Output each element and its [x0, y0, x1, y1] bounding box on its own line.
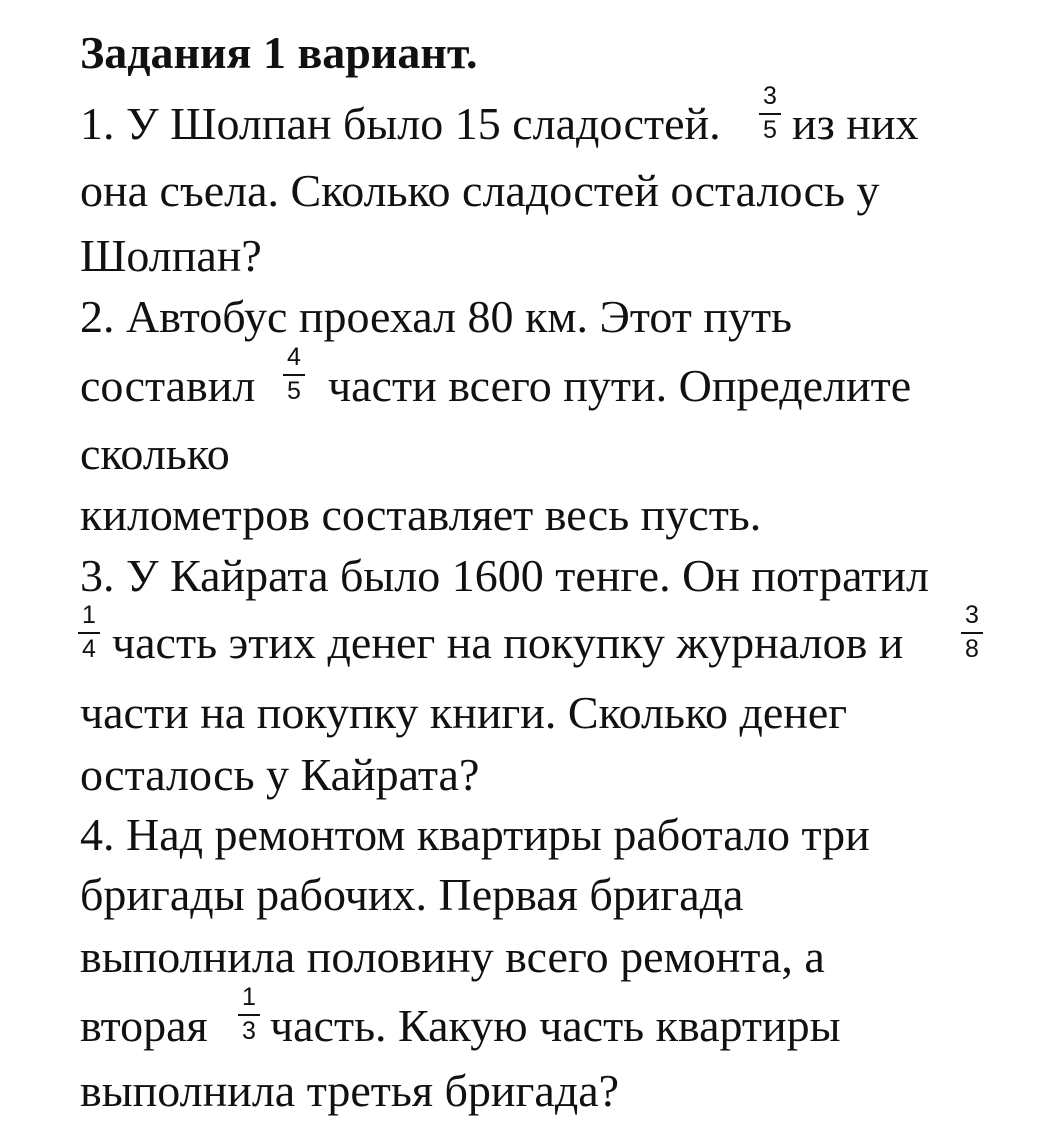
- task-3-line-1: 3. У Кайрата было 1600 тенге. Он потратил: [80, 550, 929, 601]
- task-4-line-4-tail: часть. Какую часть квартиры: [270, 1000, 841, 1051]
- fraction-denominator: 8: [965, 635, 979, 663]
- task-4-line-5: выполнила третья бригада?: [80, 1065, 620, 1116]
- task-3-line-2: часть этих денег на покупку журналов и: [112, 617, 904, 668]
- fraction-numerator: 3: [965, 601, 979, 629]
- task-2-line-2: составил: [80, 360, 256, 411]
- task-4-line-3: выполнила половину всего ремонта, а: [80, 931, 825, 982]
- fraction-4-5: [282, 345, 306, 404]
- fraction-1-4: [77, 603, 101, 662]
- task-3-line-4: осталось у Кайрата?: [80, 749, 480, 800]
- task-4-line-4: вторая: [80, 1000, 208, 1051]
- task-2-line-1: 2. Автобус проехал 80 км. Этот путь: [80, 291, 793, 342]
- task-4-line-2: бригады рабочих. Первая бригада: [80, 869, 744, 920]
- task-2-line-4: километров составляет весь пусть.: [80, 489, 762, 540]
- fraction-numerator: 3: [763, 82, 777, 110]
- fraction-3-8: [960, 603, 984, 662]
- fraction-numerator: 1: [242, 983, 256, 1011]
- fraction-1-3: [237, 985, 261, 1044]
- task-1-line-2: она съела. Сколько сладостей осталось у: [80, 165, 880, 216]
- fraction-numerator: 1: [82, 601, 96, 629]
- task-1-line-3: Шолпан?: [80, 230, 262, 281]
- fraction-3-5: [758, 84, 782, 143]
- task-3-line-3: части на покупку книги. Сколько денег: [80, 687, 848, 738]
- task-4-line-1: 4. Над ремонтом квартиры работало три: [80, 809, 870, 860]
- task-2-line-3: сколько: [80, 428, 230, 479]
- task-1-line-1-tail: из них: [792, 98, 919, 149]
- fraction-denominator: 5: [287, 377, 301, 405]
- task-1-line-1: 1. У Шолпан было 15 сладостей.: [80, 98, 721, 149]
- fraction-denominator: 4: [82, 635, 96, 663]
- task-2-line-2-tail: части всего пути. Определите: [328, 360, 912, 411]
- fraction-denominator: 3: [242, 1017, 256, 1045]
- fraction-denominator: 5: [763, 116, 777, 144]
- worksheet-title: Задания 1 вариант.: [80, 27, 478, 78]
- fraction-numerator: 4: [287, 343, 301, 371]
